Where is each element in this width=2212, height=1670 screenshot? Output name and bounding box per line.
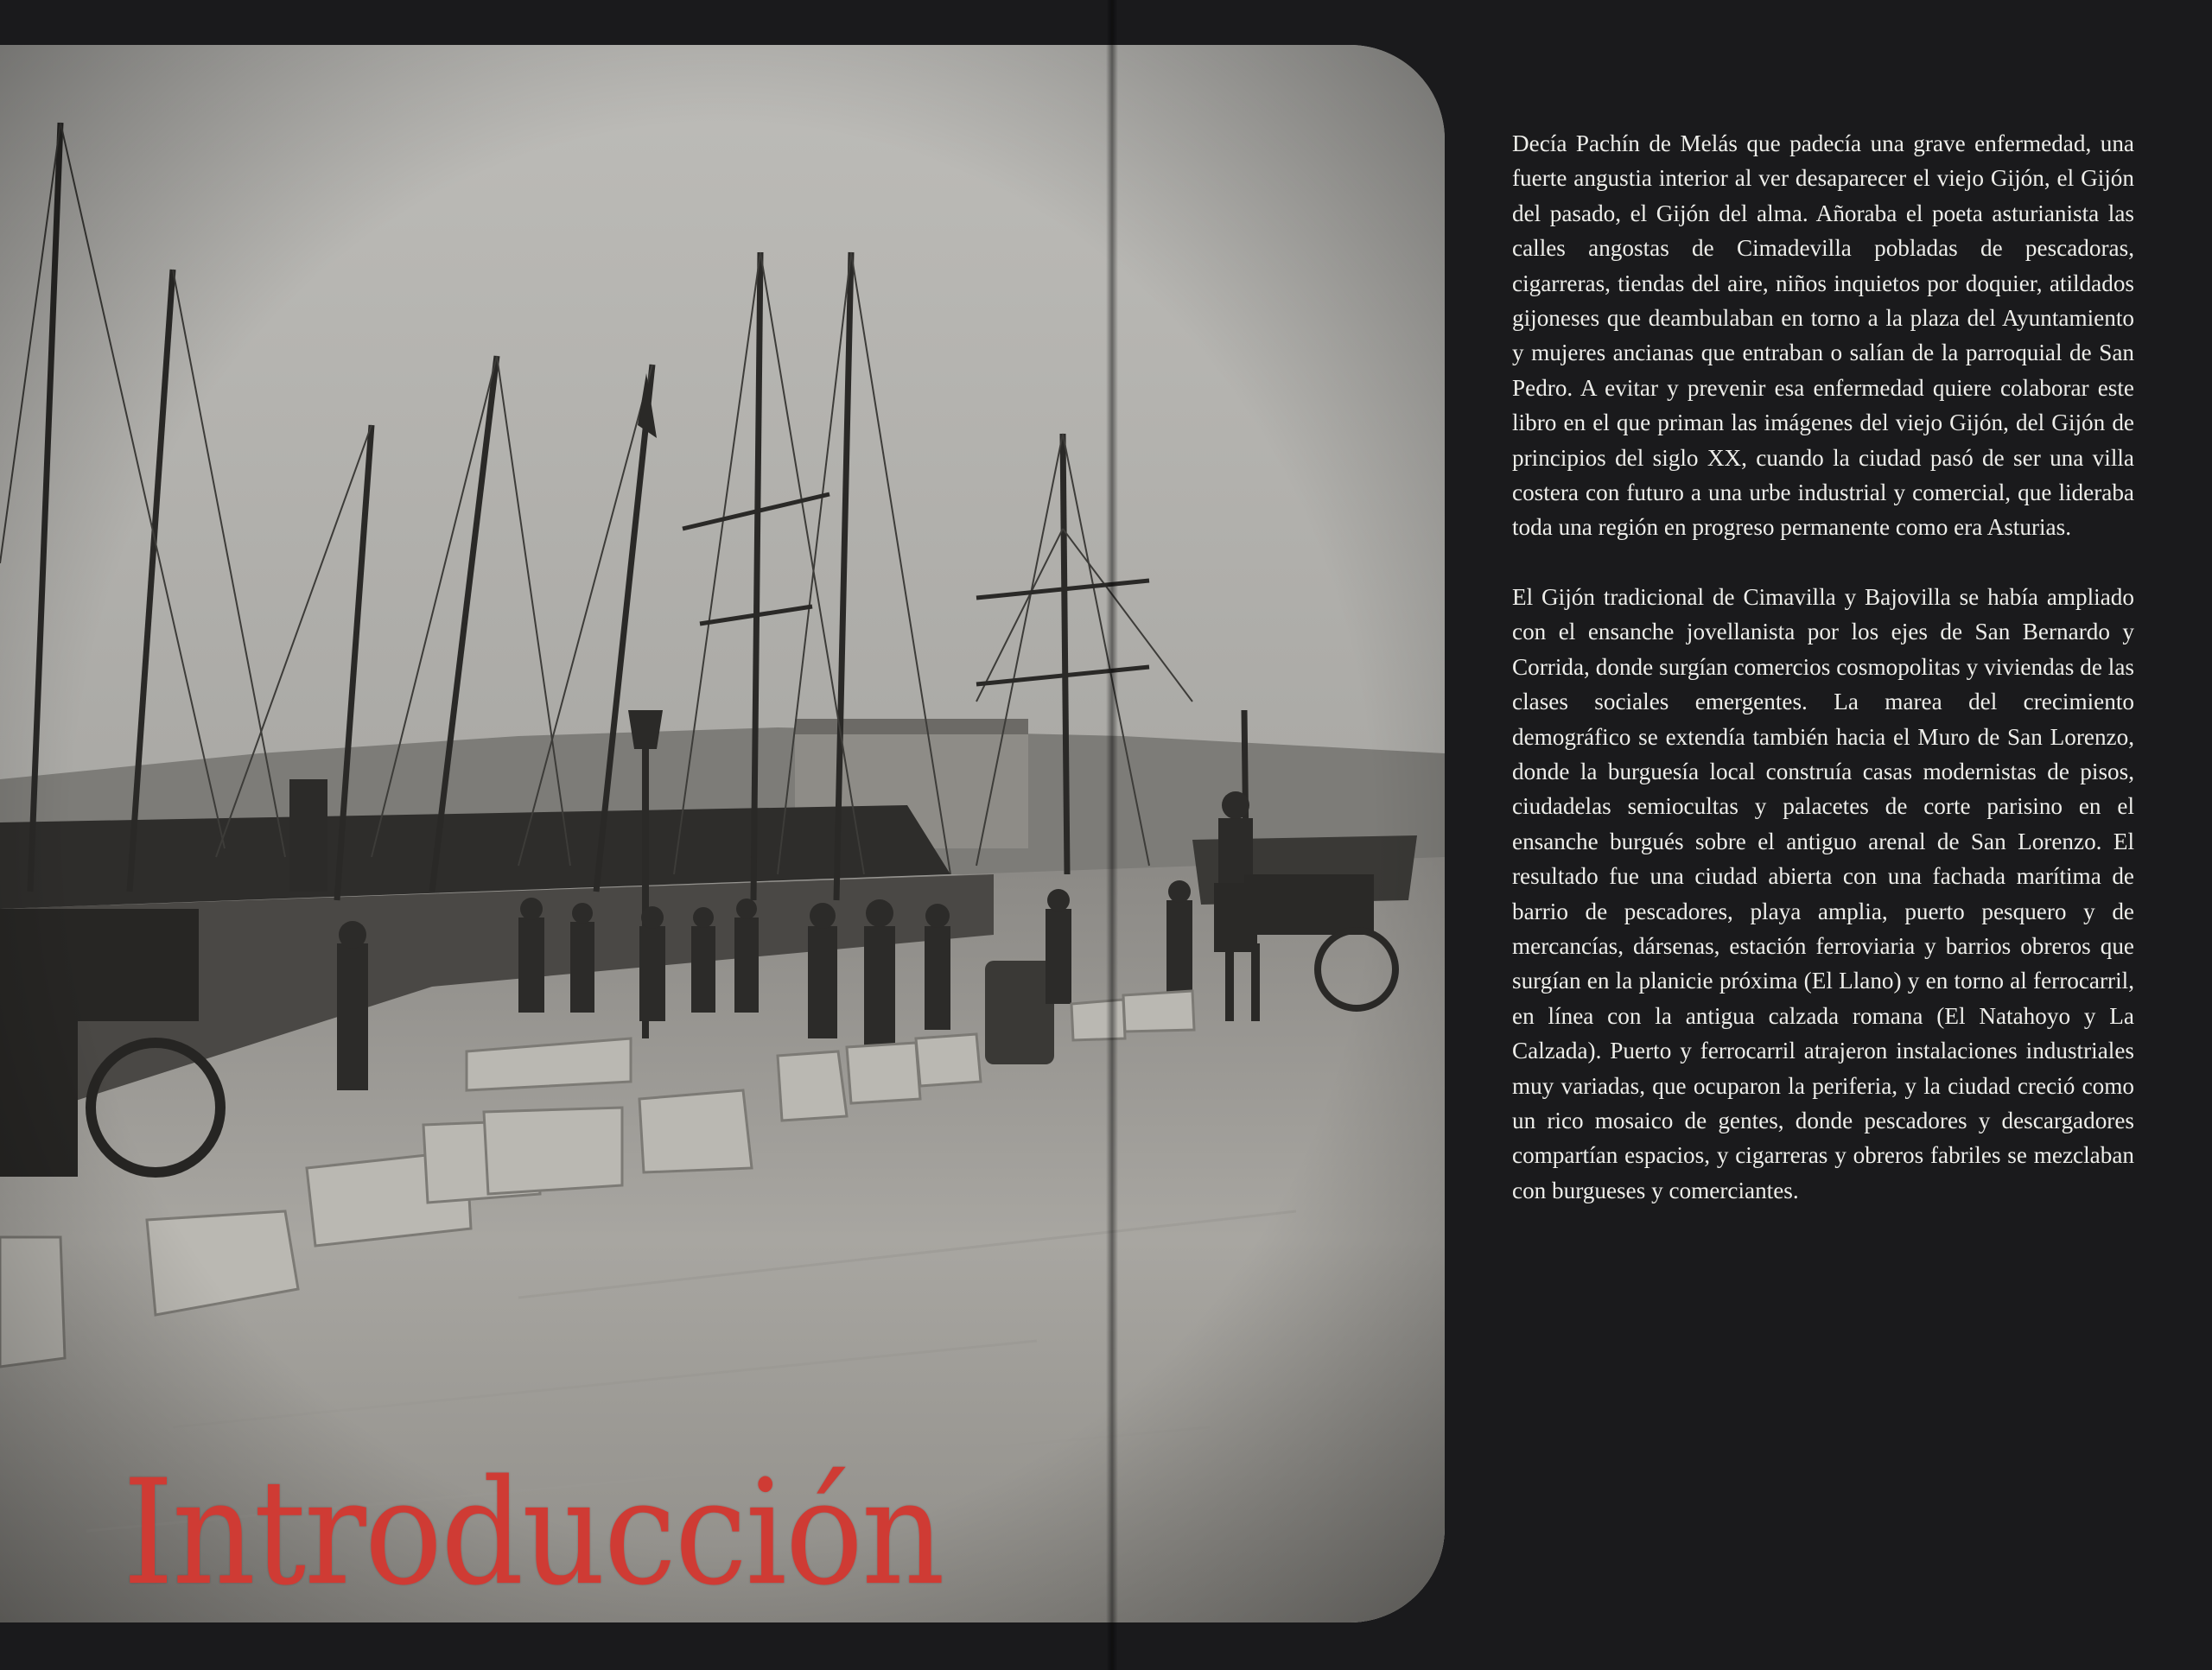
- historic-harbor-photo: [0, 45, 1445, 1622]
- book-spine-fold: [1106, 0, 1118, 1670]
- body-paragraph-2: El Gijón tradicional de Cimavilla y Bajovilla se había ampliado con el ensanche jovellanista por los ejes de San Bernardo y Corrida, donde surgían comercios cosmopolitas y viviendas de las clases sociales emergentes. La marea del crecimiento demográfico se extendía también hacia el Muro de San Lorenzo, donde la burguesía local construía casas modernistas de pisos, ciudadelas semiocultas y palacetes de corte parisino en el ensanche burgués sobre el antiguo arenal de San Lorenzo. El resultado fue una ciudad abierta con una fachada marítima de barrio de pescadores, playa amplia, puerto pesquero y de mercancías, dársenas, estación ferroviaria y barrios obreros que surgían en la planicie próxima (El Llano) y en torno al ferrocarril, en línea con la antigua calzada romana (El Natahoyo y La Calzada). Puerto y ferrocarril atrajeron instalaciones industriales muy variadas, que ocuparon la periferia, y la ciudad creció como un rico mosaico de gentes, donde pescadores y descargadores compartían espacios, y cigarreras y obreros fabriles se mezclaban con burgueses y comerciantes.: [1512, 583, 2134, 1203]
- page-title: Introducción: [123, 1449, 944, 1617]
- body-text-column: [1512, 126, 2134, 1208]
- harbor-photo-icon: [0, 45, 1445, 1622]
- body-paragraph-1: Decía Pachín de Melás que padecía una grave enfermedad, una fuerte angustia interior al ver desaparecer el viejo Gijón, el Gijón del pasado, el Gijón del alma. Añoraba el poeta asturianista las calles angostas de Cimadevilla pobladas de pescadoras, cigarreras, tiendas del aire, niños inquietos por doquier, atildados gijoneses que deambulaban en torno a la plaza del Ayuntamiento y mujeres ancianas que entraban o salían de la parroquial de San Pedro. A evitar y prevenir esa enfermedad quiere colaborar este libro en el que priman las imágenes del viejo Gijón, del Gijón de principios del siglo XX, cuando la ciudad pasó de ser una villa costera con futuro a una urbe industrial y comercial, que lideraba toda una región en progreso permanente como era Asturias.: [1512, 130, 2134, 541]
